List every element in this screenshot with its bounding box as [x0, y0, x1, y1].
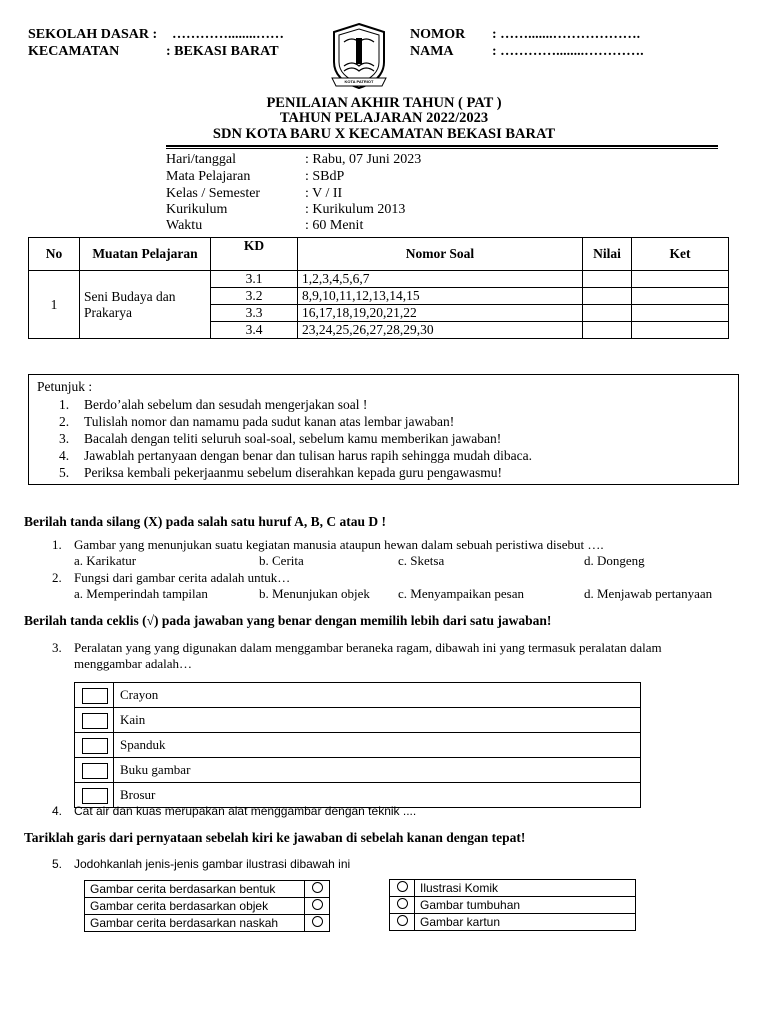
q1-text: Gambar yang menunjukan suatu kegiatan manusia ataupun hewan dalam sebuah peristiwa disebut …. [74, 537, 604, 552]
title-divider [166, 145, 718, 147]
q3-text-line1: Peralatan yang yang digunakan dalam menggambar beraneka ragam, dibawah ini yang termasuk peralatan dalam [74, 640, 662, 655]
match-dot[interactable] [390, 914, 415, 931]
name-label: NAMA [410, 44, 454, 59]
question-numbers-cell: 23,24,25,26,27,28,29,30 [298, 322, 583, 339]
col-no: No [29, 238, 80, 271]
q1-option-a: a. Karikatur [74, 553, 137, 568]
match-right-label: Gambar kartun [415, 914, 636, 931]
match-left-label: Gambar cerita berdasarkan objek [85, 898, 305, 915]
notes-cell [632, 322, 729, 339]
question-numbers-cell: 16,17,18,19,20,21,22 [298, 305, 583, 322]
match-dot[interactable] [390, 897, 415, 914]
number-label: NOMOR [410, 27, 466, 42]
question-numbers-cell: 1,2,3,4,5,6,7 [298, 271, 583, 288]
kd-cell: 3.4 [211, 322, 298, 339]
subject-name: Seni Budaya dan Prakarya [80, 271, 211, 339]
matching-right-table [389, 879, 636, 931]
q1-option-d: d. Dongeng [584, 553, 645, 568]
q2-option-c: c. Menyampaikan pesan [398, 586, 524, 601]
notes-cell [632, 271, 729, 288]
table-row [85, 915, 330, 932]
kd-cell: 3.3 [211, 305, 298, 322]
q4-text: Cat air dan kuas merupakan alat menggambar dengan teknik .... [74, 804, 417, 818]
kd-cell: 3.2 [211, 288, 298, 305]
info-label-subject: Mata Pelajaran [166, 169, 251, 184]
checkbox-buku-gambar[interactable] [75, 758, 114, 783]
instructions-list [59, 396, 532, 481]
district-value: : BEKASI BARAT [166, 44, 279, 59]
q1-number: 1. [52, 537, 62, 552]
kd-table [28, 237, 729, 339]
notes-cell [632, 305, 729, 322]
choice-label: Brosur [114, 783, 641, 808]
choice-label: Spanduk [114, 733, 641, 758]
info-label-time: Waktu [166, 218, 203, 233]
list-item: 2. Tulislah nomor dan namamu pada sudut kanan atas lembar jawaban! [59, 414, 455, 429]
instructions-box [28, 374, 739, 485]
checklist-table [74, 682, 641, 808]
instructions-title: Petunjuk : [37, 379, 93, 394]
score-cell [583, 305, 632, 322]
kd-cell: 3.1 [211, 271, 298, 288]
list-item: 3. Bacalah dengan teliti seluruh soal-soal, sebelum kamu memberikan jawaban! [59, 431, 502, 446]
row-number: 1 [29, 271, 80, 339]
match-left-label: Gambar cerita berdasarkan bentuk [85, 881, 305, 898]
table-row [75, 708, 641, 733]
table-row [29, 271, 729, 288]
q2-option-a: a. Memperindah tampilan [74, 586, 208, 601]
list-item: 1. Berdo’alah sebelum dan sesudah mengerjakan soal ! [59, 397, 368, 412]
exam-title: PENILAIAN AKHIR TAHUN ( PAT ) [266, 95, 502, 111]
table-row [75, 683, 641, 708]
col-subject: Muatan Pelajaran [80, 238, 211, 271]
section2-instruction: Berilah tanda ceklis (√) pada jawaban yang benar dengan memilih lebih dari satu jawaban! [24, 613, 552, 628]
match-dot[interactable] [305, 881, 330, 898]
school-title: SDN KOTA BARU X KECAMATAN BEKASI BARAT [212, 126, 556, 142]
school-label: SEKOLAH DASAR : [28, 27, 158, 42]
table-row [75, 758, 641, 783]
col-question-numbers: Nomor Soal [298, 238, 583, 271]
q5-number: 5. [52, 857, 63, 871]
choice-label: Crayon [114, 683, 641, 708]
q1-option-c: c. Sketsa [398, 553, 445, 568]
table-row [390, 897, 636, 914]
matching-left-table [84, 880, 330, 932]
q4-number: 4. [52, 804, 63, 818]
match-left-label: Gambar cerita berdasarkan naskah [85, 915, 305, 932]
list-item: 5. Periksa kembali pekerjaanmu sebelum diserahkan kepada guru pengawasmu! [59, 465, 502, 480]
district-label: KECAMATAN [28, 44, 120, 59]
notes-cell [632, 288, 729, 305]
choice-label: Buku gambar [114, 758, 641, 783]
match-right-label: Ilustrasi Komik [415, 880, 636, 897]
info-value-time: : 60 Menit [305, 218, 364, 233]
checkbox-crayon[interactable] [75, 683, 114, 708]
q3-text-line2: menggambar adalah… [74, 656, 193, 671]
info-value-class: : V / II [305, 186, 343, 201]
table-row [390, 880, 636, 897]
table-row [85, 881, 330, 898]
match-right-label: Gambar tumbuhan [415, 897, 636, 914]
number-value: : …….......………………. [492, 27, 641, 42]
match-dot[interactable] [305, 898, 330, 915]
checkbox-kain[interactable] [75, 708, 114, 733]
academic-year: TAHUN PELAJARAN 2022/2023 [279, 110, 489, 126]
info-label-curriculum: Kurikulum [166, 202, 228, 217]
table-row [75, 733, 641, 758]
col-score: Nilai [583, 238, 632, 271]
emblem-ribbon-text: KOTA PATRIOT [344, 79, 374, 84]
q2-option-d: d. Menjawab pertanyaan [584, 586, 713, 601]
col-kd: KD [211, 238, 298, 271]
question-numbers-cell: 8,9,10,11,12,13,14,15 [298, 288, 583, 305]
info-label-date: Hari/tanggal [166, 152, 236, 167]
info-value-subject: : SBdP [305, 169, 345, 184]
school-value: …………........…… [172, 27, 284, 42]
match-dot[interactable] [305, 915, 330, 932]
choice-label: Kain [114, 708, 641, 733]
q1-option-b: b. Cerita [259, 553, 304, 568]
col-notes: Ket [632, 238, 729, 271]
info-value-curriculum: : Kurikulum 2013 [305, 202, 406, 217]
name-value: : …………........…………. [492, 44, 644, 59]
list-item: 4. Jawablah pertanyaan dengan benar dan tulisan harus rapih sehingga mudah dibaca. [59, 448, 532, 463]
section1-instruction: Berilah tanda silang (X) pada salah satu huruf A, B, C atau D ! [24, 514, 386, 529]
q3-number: 3. [52, 640, 62, 655]
section3-instruction: Tariklah garis dari pernyataan sebelah kiri ke jawaban di sebelah kanan dengan tepat! [24, 830, 526, 845]
q2-text: Fungsi dari gambar cerita adalah untuk… [74, 570, 291, 585]
match-dot[interactable] [390, 880, 415, 897]
info-label-class: Kelas / Semester [166, 186, 261, 201]
title-divider-thin [166, 148, 718, 149]
info-value-date: : Rabu, 07 Juni 2023 [305, 152, 422, 167]
score-cell [583, 271, 632, 288]
checkbox-spanduk[interactable] [75, 733, 114, 758]
q2-number: 2. [52, 570, 62, 585]
score-cell [583, 288, 632, 305]
score-cell [583, 322, 632, 339]
table-row [85, 898, 330, 915]
q2-option-b: b. Menunjukan objek [259, 586, 370, 601]
table-row [390, 914, 636, 931]
q5-text: Jodohkanlah jenis-jenis gambar ilustrasi dibawah ini [74, 857, 351, 871]
